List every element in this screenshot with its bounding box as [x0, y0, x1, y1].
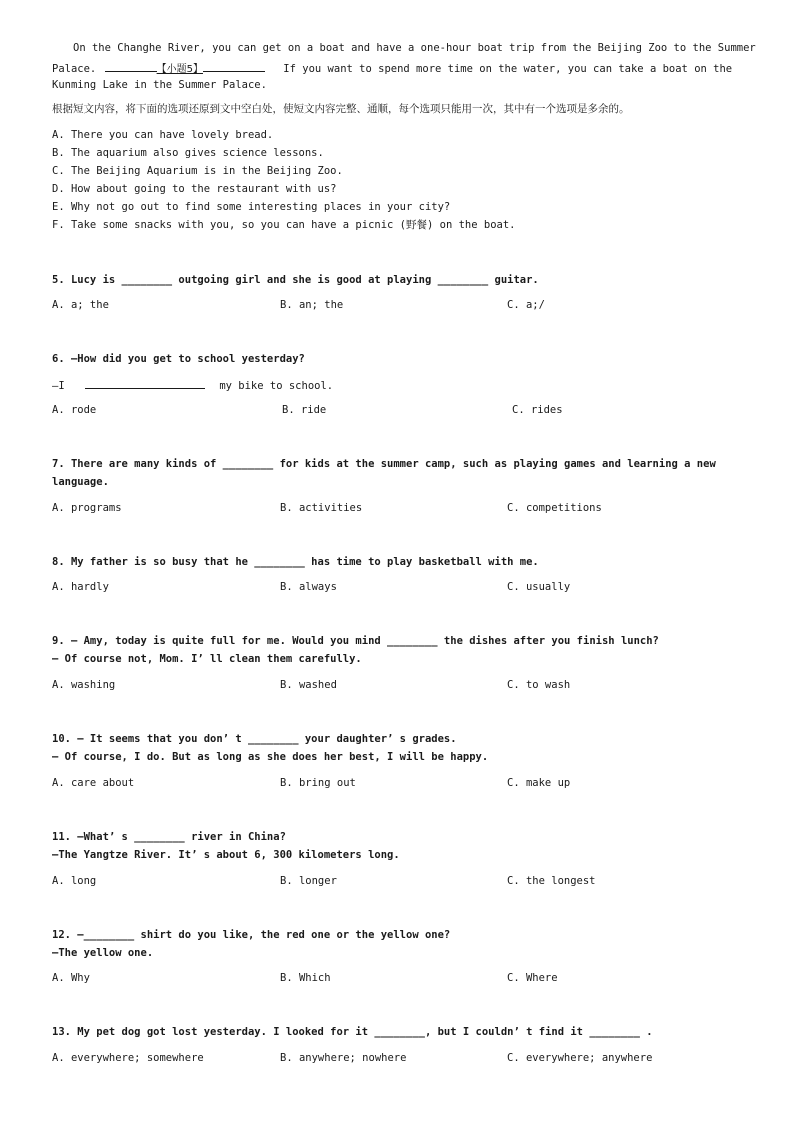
passage-option: F. Take some snacks with you, so you can have a picnic (野餐) on the boat.: [52, 219, 516, 231]
question-8-stem: 8. My father is so busy that he ________ has time to play basketball with me.: [52, 556, 539, 568]
question-7-stem: 7. There are many kinds of ________ for kids at the summer camp, such as playing games and learning a new: [52, 458, 716, 470]
question-5-option-a[interactable]: A. a; the: [52, 299, 109, 311]
question-12-option-c[interactable]: C. Where: [507, 972, 558, 984]
passage-line-2-start: Palace.: [52, 63, 97, 75]
question-6-option-b[interactable]: B. ride: [282, 404, 327, 416]
passage-option: A. There you can have lovely bread.: [52, 129, 274, 141]
passage-line-1: On the Changhe River, you can get on a boat and have a one-hour boat trip from the Beijing Zoo to the Summer: [73, 42, 756, 54]
passage-option: D. How about going to the restaurant with us?: [52, 183, 337, 195]
question-marker: 【小题5】: [156, 64, 203, 75]
question-6-blank[interactable]: [85, 377, 205, 389]
question-13-option-b[interactable]: B. anywhere; nowhere: [280, 1052, 407, 1064]
question-11-stem: 11. —What’ s ________ river in China?: [52, 831, 286, 843]
question-12-option-b[interactable]: B. Which: [280, 972, 331, 984]
question-9-option-c[interactable]: C. to wash: [507, 679, 571, 691]
question-11-option-a[interactable]: A. long: [52, 875, 97, 887]
question-13-option-c[interactable]: C. everywhere; anywhere: [507, 1052, 653, 1064]
question-5-option-c[interactable]: C. a;/: [507, 299, 545, 311]
question-6-option-c[interactable]: C. rides: [512, 404, 563, 416]
passage-option: B. The aquarium also gives science lessons.: [52, 147, 324, 159]
passage-option: C. The Beijing Aquarium is in the Beijing Zoo.: [52, 165, 343, 177]
question-11-option-b[interactable]: B. longer: [280, 875, 337, 887]
question-7-option-a[interactable]: A. programs: [52, 502, 122, 514]
passage-option: E. Why not go out to find some interesting places in your city?: [52, 201, 451, 213]
question-12-stem-cont: —The yellow one.: [52, 947, 154, 959]
blank-before-marker: [105, 60, 157, 72]
question-6-answer-end: my bike to school.: [219, 380, 334, 392]
question-7-stem-cont: language.: [52, 476, 109, 488]
question-10-option-c[interactable]: C. make up: [507, 777, 571, 789]
question-9-stem: 9. — Amy, today is quite full for me. Would you mind ________ the dishes after you finish lunch?: [52, 635, 659, 647]
question-8-option-c[interactable]: C. usually: [507, 581, 571, 593]
passage-line-3: Kunming Lake in the Summer Palace.: [52, 79, 267, 91]
question-6-stem: 6. —How did you get to school yesterday?: [52, 353, 305, 365]
question-9-option-a[interactable]: A. washing: [52, 679, 116, 691]
question-10-stem: 10. — It seems that you don’ t ________ your daughter’ s grades.: [52, 733, 457, 745]
question-6-answer-line: [52, 377, 333, 393]
question-6-answer-start: —I: [52, 380, 65, 392]
question-7-option-c[interactable]: C. competitions: [507, 502, 602, 514]
question-11-stem-cont: —The Yangtze River. It’ s about 6, 300 kilometers long.: [52, 849, 400, 861]
blank-after-marker: [203, 60, 265, 72]
question-6-option-a[interactable]: A. rode: [52, 404, 97, 416]
question-5-option-b[interactable]: B. an; the: [280, 299, 344, 311]
question-10-option-a[interactable]: A. care about: [52, 777, 135, 789]
question-10-option-b[interactable]: B. bring out: [280, 777, 356, 789]
question-12-option-a[interactable]: A. Why: [52, 972, 90, 984]
passage-line-2-end: If you want to spend more time on the water, you can take a boat on the: [283, 63, 733, 75]
question-10-stem-cont: — Of course, I do. But as long as she does her best, I will be happy.: [52, 751, 489, 763]
question-12-stem: 12. —________ shirt do you like, the red one or the yellow one?: [52, 929, 451, 941]
question-9-stem-cont: — Of course not, Mom. I’ ll clean them carefully.: [52, 653, 362, 665]
question-11-option-c[interactable]: C. the longest: [507, 875, 596, 887]
question-5-stem: 5. Lucy is ________ outgoing girl and she is good at playing ________ guitar.: [52, 274, 539, 286]
question-8-option-a[interactable]: A. hardly: [52, 581, 109, 593]
question-7-option-b[interactable]: B. activities: [280, 502, 363, 514]
passage-instruction: 根据短文内容，将下面的选项还原到文中空白处，使短文内容完整、通顺，每个选项只能用一次，其中有一个选项是多余的。: [52, 103, 630, 115]
question-8-option-b[interactable]: B. always: [280, 581, 337, 593]
question-9-option-b[interactable]: B. washed: [280, 679, 337, 691]
passage-line-2: [52, 60, 732, 77]
question-13-stem: 13. My pet dog got lost yesterday. I looked for it ________, but I couldn’ t find it ________ .: [52, 1026, 653, 1038]
question-13-option-a[interactable]: A. everywhere; somewhere: [52, 1052, 204, 1064]
